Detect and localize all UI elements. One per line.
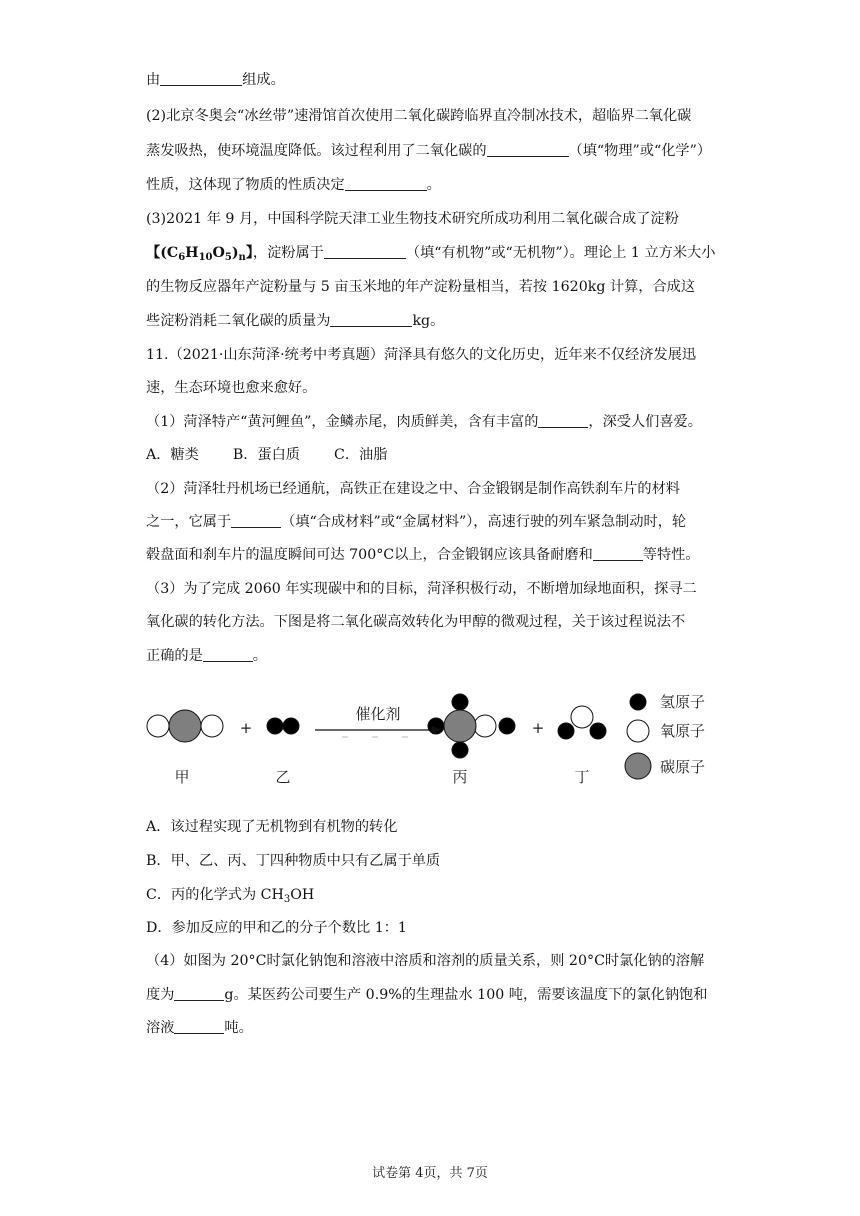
- text-line: 速，生态环境也愈来愈好。: [146, 380, 317, 396]
- text-segment: 吨。: [224, 1020, 253, 1036]
- legend-oxygen-label: 氧原子: [660, 722, 706, 740]
- option-c[interactable]: C．油脂: [334, 447, 388, 463]
- text-line: （4）如图为 20°C时氯化钠饱和溶液中溶质和溶剂的质量关系，则 20°C时氯化钠的溶解: [146, 953, 705, 969]
- formula-part: O: [212, 245, 225, 261]
- plus-sign: +: [239, 719, 253, 737]
- reaction-svg: [140, 688, 730, 793]
- text-line: (2)北京冬奥会“冰丝带”速滑馆首次使用二氧化碳跨临界直冷制冰技术，超临界二氧化碳: [146, 108, 692, 124]
- label-jia: 甲: [174, 768, 190, 786]
- label-ding: 丁: [574, 768, 590, 786]
- formula-subscript: 5: [224, 252, 232, 263]
- hydrogen-atom: [283, 718, 299, 734]
- text-line: 氧化碳的转化方法。下图是将二氧化碳高效转化为甲醇的微观过程，关于该过程说法不: [146, 614, 686, 630]
- text-line: [146, 175, 441, 195]
- hydrogen-atom: [558, 723, 574, 739]
- text-segment: 度为: [146, 987, 175, 1003]
- hydrogen-atom: [590, 723, 606, 739]
- answer-blank[interactable]: [487, 142, 569, 157]
- text-segment: g。某医药公司要生产 0.9%的生理盐水 100 吨，需要该温度下的氯化钠饱和: [224, 987, 708, 1003]
- oxygen-atom: [474, 715, 496, 737]
- text-segment: C．丙的化学式为 CH: [146, 887, 284, 903]
- hydrogen-atom: [499, 718, 515, 734]
- answer-blank[interactable]: [231, 513, 281, 528]
- text-segment: 之一，它属于: [146, 514, 232, 530]
- hydrogen-atom: [452, 694, 468, 710]
- text-segment: 。: [426, 177, 441, 193]
- answer-blank[interactable]: [330, 312, 412, 327]
- formula-subscript: n: [238, 252, 246, 263]
- text-line: [146, 1018, 253, 1038]
- hydrogen-atom: [267, 718, 283, 734]
- text-segment: 等特性。: [642, 547, 700, 563]
- text-line: [146, 512, 686, 532]
- text-segment: 由: [146, 72, 161, 88]
- text-line: （3）为了完成 2060 年实现碳中和的目标，菏泽积极行动，不断增加绿地面积，探寻二: [146, 581, 697, 597]
- answer-blank[interactable]: [324, 244, 406, 259]
- text-segment: （填“有机物”或“无机物”）。理论上 1 立方米大小: [405, 245, 716, 261]
- legend-hydrogen-icon: [630, 694, 646, 710]
- carbon-atom: [444, 710, 476, 742]
- text-line: [146, 646, 267, 666]
- formula-subscript: 10: [198, 252, 213, 263]
- answer-blank[interactable]: [203, 647, 253, 662]
- text-segment: （1）菏泽特产“黄河鲤鱼”，金鳞赤尾，肉质鲜美，含有丰富的: [146, 414, 539, 430]
- formula-subscript: 3: [283, 894, 291, 905]
- formula-part: 【(C: [146, 245, 179, 261]
- plus-sign: +: [531, 719, 545, 737]
- choice-b[interactable]: B．甲、乙、丙、丁四种物质中只有乙属于单质: [146, 853, 441, 869]
- choice-a[interactable]: A．该过程实现了无机物到有机物的转化: [146, 819, 398, 835]
- option-row: [146, 445, 421, 465]
- text-line: [146, 985, 707, 1005]
- text-segment: OH: [290, 887, 315, 903]
- answer-blank[interactable]: [160, 71, 242, 86]
- formula-part: ): [231, 245, 239, 261]
- text-segment: 正确的是: [146, 648, 203, 664]
- text-segment: ，深受人们喜爱。: [588, 414, 702, 430]
- label-bing: 丙: [452, 768, 468, 786]
- option-b[interactable]: B．蛋白质: [232, 447, 300, 463]
- choice-d[interactable]: D．参加反应的甲和乙的分子个数比 1：1: [146, 920, 407, 936]
- text-segment: 。: [252, 648, 267, 664]
- text-line: （2）菏泽牡丹机场已经通航，高铁正在建设之中、合金锻钢是制作高铁刹车片的材料: [146, 481, 680, 497]
- text-line: [146, 412, 702, 432]
- formula-part: 】: [245, 245, 253, 261]
- text-line: [146, 545, 700, 565]
- formula-subscript: 6: [178, 252, 186, 263]
- answer-blank[interactable]: [538, 413, 588, 428]
- text-line: [146, 311, 444, 331]
- starch-formula: [146, 245, 253, 261]
- text-segment: 溶液: [146, 1020, 175, 1036]
- legend-carbon-label: 碳原子: [660, 758, 706, 776]
- page-footer: 试卷第 4页，共 7页: [372, 1166, 488, 1181]
- oxygen-atom: [201, 715, 223, 737]
- option-a[interactable]: A．糖类: [146, 447, 199, 463]
- reaction-diagram: [140, 688, 730, 793]
- text-line: [146, 243, 715, 268]
- choice-c[interactable]: [146, 885, 314, 910]
- legend-oxygen-icon: [627, 720, 649, 742]
- oxygen-atom: [571, 706, 593, 728]
- catalyst-label: 催化剂: [355, 705, 401, 723]
- text-line: [146, 70, 285, 90]
- question-heading: 11.（2021·山东菏泽·统考中考真题）菏泽具有悠久的文化历史，近年来不仅经济发展迅: [146, 347, 697, 363]
- text-segment: ，淀粉属于: [252, 245, 324, 261]
- answer-blank[interactable]: [593, 546, 643, 561]
- answer-blank[interactable]: [345, 176, 427, 191]
- answer-blank[interactable]: [174, 1019, 224, 1034]
- text-segment: 组成。: [242, 72, 285, 88]
- text-segment: 毂盘面和刹车片的温度瞬间可达 700°C以上，合金锻钢应该具备耐磨和: [146, 547, 593, 563]
- text-segment: （填“合成材料”或“金属材料”），高速行驶的列车紧急制动时，轮: [281, 514, 687, 530]
- text-line: 的生物反应器年产淀粉量与 5 亩玉米地的年产淀粉量相当，若按 1620kg 计算，合成这: [146, 279, 696, 295]
- text-line: [146, 141, 711, 161]
- legend-carbon-icon: [625, 753, 651, 779]
- legend-hydrogen-label: 氢原子: [660, 693, 706, 711]
- oxygen-atom: [147, 715, 169, 737]
- text-segment: 蒸发吸热，使环境温度降低。该过程利用了二氧化碳的: [146, 143, 487, 159]
- label-yi: 乙: [275, 768, 291, 786]
- carbon-atom: [169, 710, 201, 742]
- formula-part: H: [185, 245, 199, 261]
- text-segment: （填“物理”或“化学”）: [568, 143, 712, 159]
- text-segment: 些淀粉消耗二氧化碳的质量为: [146, 313, 331, 329]
- text-segment: 性质，这体现了物质的性质决定: [146, 177, 345, 193]
- answer-blank[interactable]: [174, 986, 224, 1001]
- hydrogen-atom: [452, 742, 468, 758]
- text-segment: kg。: [412, 313, 445, 329]
- text-line: (3)2021 年 9 月，中国科学院天津工业生物技术研究所成功利用二氧化碳合成了淀粉: [146, 211, 679, 227]
